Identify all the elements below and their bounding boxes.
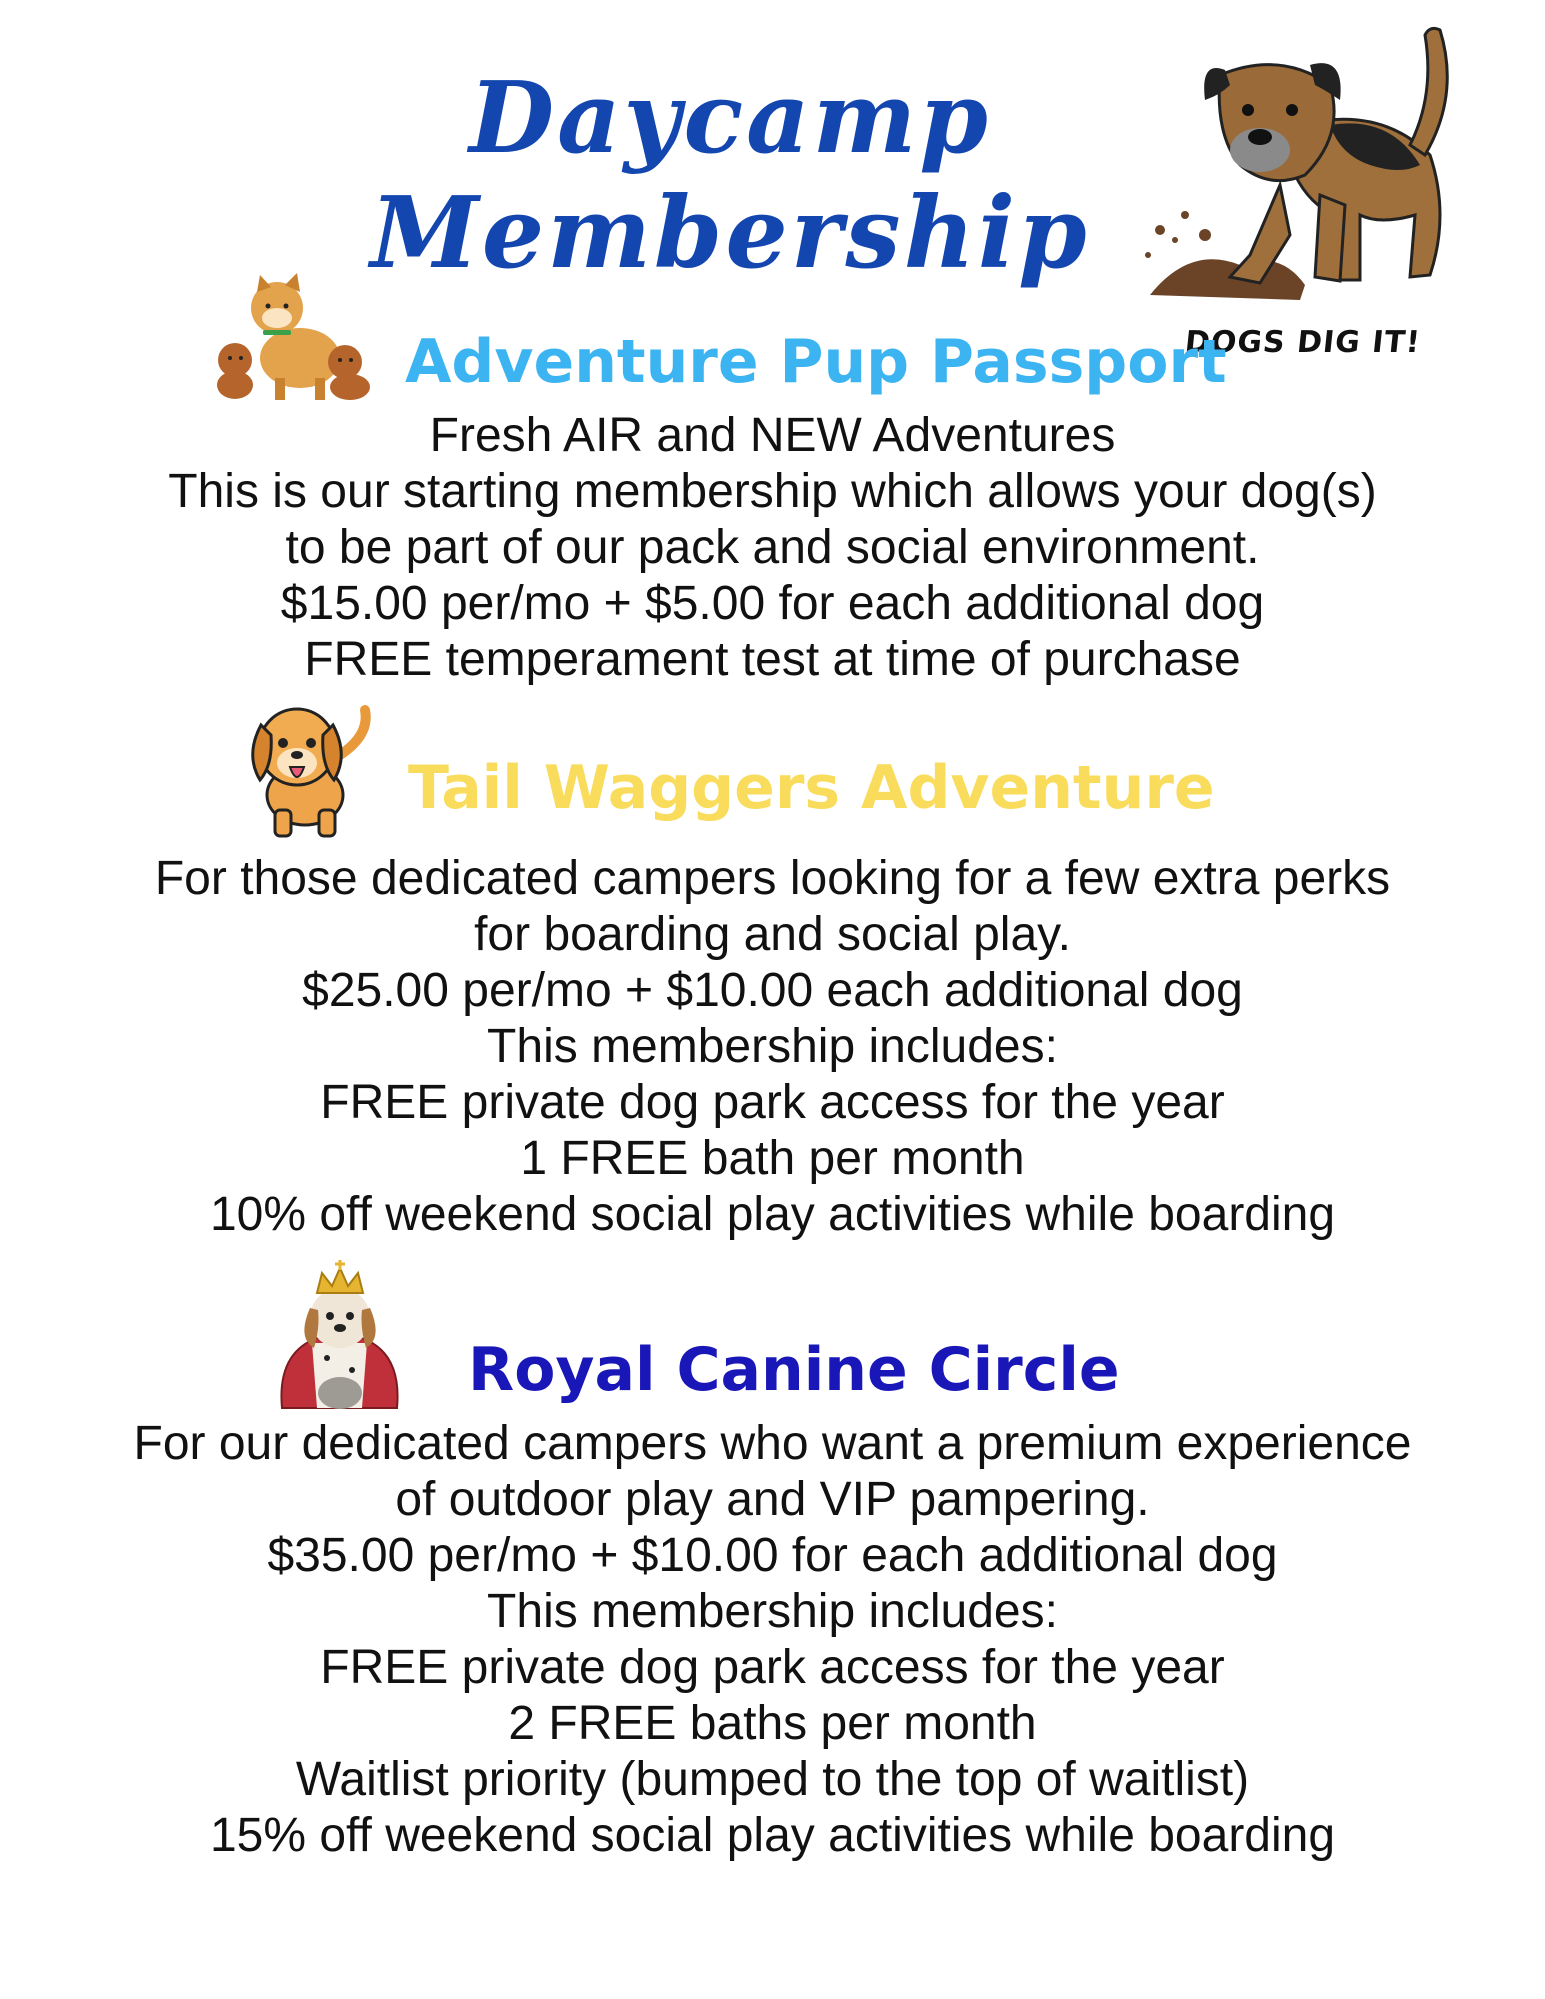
happy-dog-icon <box>235 695 380 840</box>
tier-1-line-4: $15.00 per/mo + $5.00 for each additional dog <box>280 577 1265 630</box>
tier-2-line-1: For those dedicated campers looking for a few extra perks <box>154 852 1391 905</box>
title-line-1: Daycamp <box>469 61 991 176</box>
tier-2-heading: Tail Waggers Adventure <box>408 753 1215 823</box>
tier-3-line-6: 2 FREE baths per month <box>508 1697 1037 1750</box>
digging-dog-icon <box>1130 15 1500 315</box>
tier-1-line-1: Fresh AIR and NEW Adventures <box>429 409 1116 462</box>
tier-3-line-3: $35.00 per/mo + $10.00 for each additional dog <box>267 1529 1278 1582</box>
tier-1-line-3: to be part of our pack and social environment. <box>285 521 1260 574</box>
tier-2-line-2: for boarding and social play. <box>474 908 1071 961</box>
tier-2-line-5: FREE private dog park access for the year <box>320 1076 1225 1129</box>
tier-1-heading: Adventure Pup Passport <box>405 327 1227 397</box>
tier-3-line-4: This membership includes: <box>487 1585 1058 1638</box>
royal-dog-icon <box>262 1258 417 1418</box>
tier-2-line-3: $25.00 per/mo + $10.00 each additional dog <box>302 964 1243 1017</box>
dogs-dig-it-badge: DOGS DIG IT! <box>1183 325 1423 360</box>
tier-3-line-5: FREE private dog park access for the year <box>320 1641 1225 1694</box>
puppies-icon <box>205 270 380 405</box>
tier-3-line-8: 15% off weekend social play activities while boarding <box>209 1809 1336 1862</box>
tier-3-heading: Royal Canine Circle <box>468 1335 1120 1405</box>
tier-1-line-5: FREE temperament test at time of purchase <box>304 633 1241 686</box>
tier-3-line-7: Waitlist priority (bumped to the top of waitlist) <box>295 1753 1250 1806</box>
tier-2-line-4: This membership includes: <box>487 1020 1058 1073</box>
tier-2-line-7: 10% off weekend social play activities while boarding <box>209 1188 1336 1241</box>
tier-1-line-2: This is our starting membership which allows your dog(s) <box>168 465 1377 518</box>
tier-2-line-6: 1 FREE bath per month <box>520 1132 1025 1185</box>
title-line-2: Membership <box>370 176 1090 291</box>
tier-3-line-1: For our dedicated campers who want a premium experience <box>133 1417 1412 1470</box>
tier-3-line-2: of outdoor play and VIP pampering. <box>395 1473 1150 1526</box>
